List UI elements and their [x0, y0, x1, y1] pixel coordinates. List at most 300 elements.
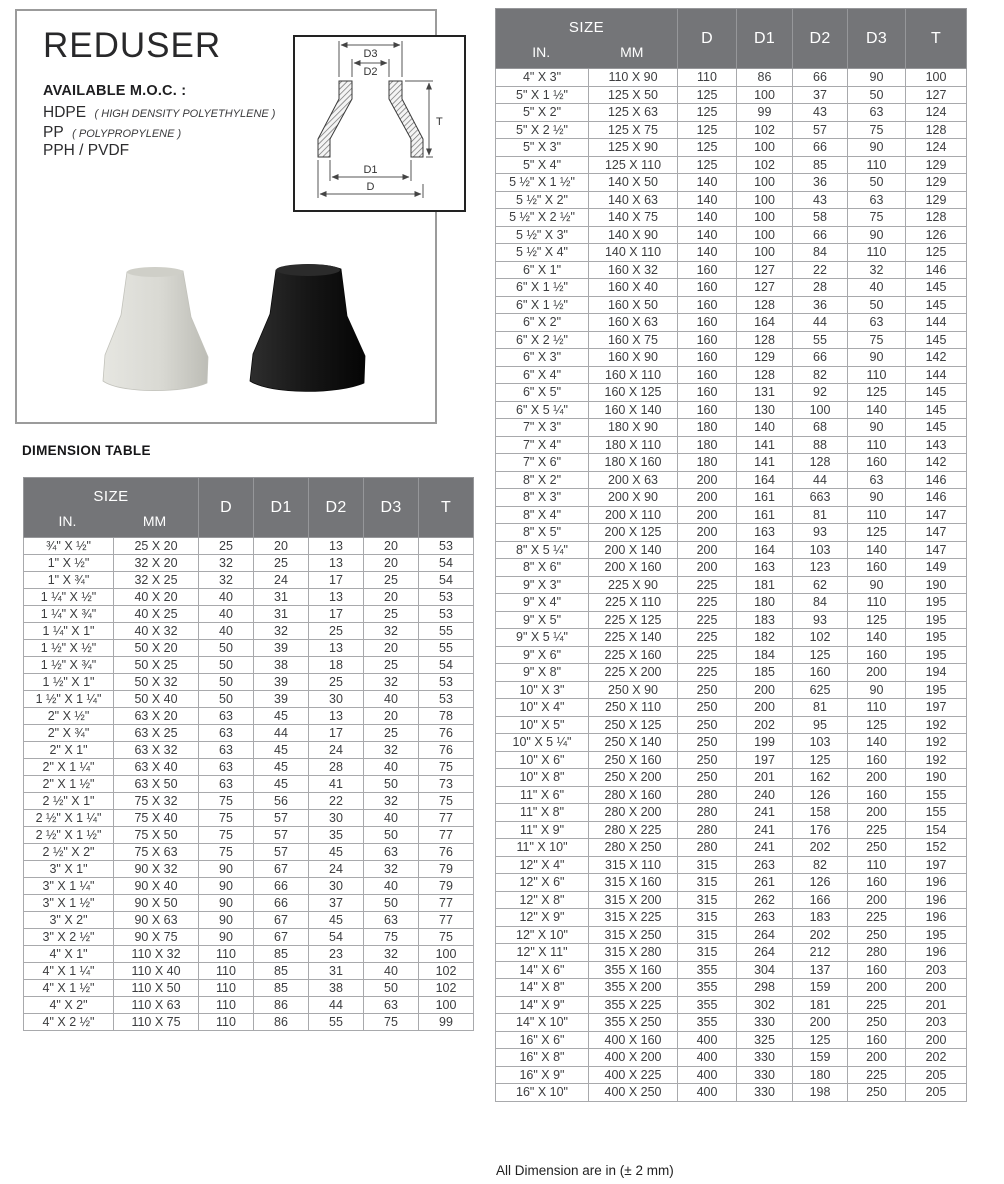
table-cell: 2" X 1 ¼": [24, 759, 114, 776]
table-cell: 12" X 6": [496, 874, 589, 892]
table-row: [24, 963, 474, 980]
table-row: [24, 861, 474, 878]
table-row: [496, 1084, 967, 1102]
table-cell: 110 X 32: [114, 946, 199, 963]
table-cell: 100: [737, 191, 793, 209]
table-cell: 110: [848, 699, 906, 717]
table-cell: 99: [737, 104, 793, 122]
table-cell: 75: [419, 793, 474, 810]
table-cell: 90: [848, 576, 906, 594]
table-cell: 63: [199, 759, 254, 776]
table-cell: 110: [199, 1014, 254, 1031]
table-cell: 110: [848, 366, 906, 384]
table-cell: 124: [906, 139, 967, 157]
table-row: [496, 436, 967, 454]
table-cell: 8" X 6": [496, 559, 589, 577]
table-cell: 154: [906, 821, 967, 839]
table-cell: 84: [793, 594, 848, 612]
table-cell: 315: [678, 909, 737, 927]
table-cell: 8" X 2": [496, 471, 589, 489]
table-cell: 66: [793, 139, 848, 157]
table-cell: 37: [309, 895, 364, 912]
table-cell: 330: [737, 1049, 793, 1067]
moc-item: [43, 104, 275, 122]
table-cell: 22: [309, 793, 364, 810]
table-cell: 155: [906, 786, 967, 804]
table-cell: 50: [364, 980, 419, 997]
table-cell: 44: [254, 725, 309, 742]
table-cell: 195: [906, 681, 967, 699]
table-cell: 20: [364, 589, 419, 606]
table-cell: 355: [678, 1014, 737, 1032]
table-cell: 225 X 140: [589, 629, 678, 647]
table-cell: 200: [678, 506, 737, 524]
table-cell: 280: [678, 786, 737, 804]
table-cell: 32: [364, 623, 419, 640]
table-cell: 225: [678, 629, 737, 647]
table-cell: 160 X 75: [589, 331, 678, 349]
table-row: [496, 86, 967, 104]
table-cell: 315 X 110: [589, 856, 678, 874]
table-row: [496, 1014, 967, 1032]
moc-item-desc: ( POLYPROPYLENE ): [72, 128, 182, 140]
table-cell: 663: [793, 489, 848, 507]
table-cell: 12" X 4": [496, 856, 589, 874]
table-cell: 160 X 32: [589, 261, 678, 279]
table-cell: 3" X 2": [24, 912, 114, 929]
table-cell: 200 X 140: [589, 541, 678, 559]
table-cell: 160: [678, 279, 737, 297]
table-cell: 11" X 6": [496, 786, 589, 804]
table-cell: 123: [793, 559, 848, 577]
table-cell: 75: [848, 331, 906, 349]
table-cell: 125: [793, 646, 848, 664]
table-cell: 202: [793, 926, 848, 944]
table-cell: 86: [737, 69, 793, 87]
table-cell: 100: [737, 86, 793, 104]
table-cell: 110: [848, 244, 906, 262]
table-cell: 126: [906, 226, 967, 244]
table-cell: 44: [793, 314, 848, 332]
table-cell: 128: [906, 209, 967, 227]
table-cell: 39: [254, 640, 309, 657]
table-cell: 250: [678, 734, 737, 752]
column-header-d2: D2: [793, 9, 848, 69]
table-cell: 77: [419, 895, 474, 912]
table-cell: 160: [793, 664, 848, 682]
table-cell: 197: [906, 699, 967, 717]
table-row: [496, 699, 967, 717]
table-cell: 50: [364, 827, 419, 844]
table-row: [496, 244, 967, 262]
table-cell: 125 X 63: [589, 104, 678, 122]
table-cell: 93: [793, 524, 848, 542]
table-cell: 40 X 20: [114, 589, 199, 606]
table-cell: 125 X 110: [589, 156, 678, 174]
table-cell: 12" X 10": [496, 926, 589, 944]
table-cell: 1 ½" X 1": [24, 674, 114, 691]
table-cell: 190: [906, 576, 967, 594]
table-cell: 13: [309, 555, 364, 572]
table-cell: 110 X 75: [114, 1014, 199, 1031]
table-cell: 160: [678, 261, 737, 279]
table-cell: 75: [364, 929, 419, 946]
table-row: [24, 725, 474, 742]
table-cell: 180: [737, 594, 793, 612]
table-cell: 32: [199, 572, 254, 589]
table-cell: 125: [678, 121, 737, 139]
table-cell: 196: [906, 944, 967, 962]
table-cell: 195: [906, 594, 967, 612]
table-cell: 75: [419, 929, 474, 946]
table-cell: 79: [419, 878, 474, 895]
table-cell: 31: [254, 606, 309, 623]
table-cell: 110 X 90: [589, 69, 678, 87]
table-row: [496, 209, 967, 227]
table-cell: 100: [737, 209, 793, 227]
table-cell: 25: [309, 623, 364, 640]
table-cell: 400 X 200: [589, 1049, 678, 1067]
table-row: [496, 821, 967, 839]
table-cell: 11" X 9": [496, 821, 589, 839]
table-cell: 355 X 250: [589, 1014, 678, 1032]
table-row: [24, 827, 474, 844]
table-cell: 75 X 40: [114, 810, 199, 827]
table-cell: 38: [309, 980, 364, 997]
table-cell: 400 X 225: [589, 1066, 678, 1084]
table-cell: 10" X 5": [496, 716, 589, 734]
table-cell: 280: [848, 944, 906, 962]
table-cell: 330: [737, 1066, 793, 1084]
moc-item-name: PPH / PVDF: [43, 142, 130, 159]
dimension-label-t: T: [436, 116, 443, 128]
column-header-mm: MM: [142, 513, 167, 529]
table-cell: 40: [364, 810, 419, 827]
table-cell: 110: [848, 506, 906, 524]
table-header-row: [24, 478, 474, 538]
table-cell: 164: [737, 314, 793, 332]
table-cell: 180: [678, 436, 737, 454]
table-row: [496, 226, 967, 244]
table-row: [496, 734, 967, 752]
table-cell: 12" X 11": [496, 944, 589, 962]
table-cell: 20: [364, 708, 419, 725]
table-row: [24, 946, 474, 963]
table-cell: 90 X 40: [114, 878, 199, 895]
table-cell: 66: [793, 69, 848, 87]
table-cell: 1 ½" X ½": [24, 640, 114, 657]
table-cell: 7" X 4": [496, 436, 589, 454]
table-cell: 200: [737, 681, 793, 699]
table-cell: 62: [793, 576, 848, 594]
dimension-label-d1: D1: [363, 164, 378, 176]
table-cell: 126: [793, 874, 848, 892]
table-cell: 90: [199, 929, 254, 946]
table-cell: 182: [737, 629, 793, 647]
table-cell: 315: [678, 891, 737, 909]
table-cell: 13: [309, 640, 364, 657]
table-row: [24, 895, 474, 912]
table-cell: 56: [254, 793, 309, 810]
table-row: [496, 331, 967, 349]
table-cell: 205: [906, 1084, 967, 1102]
table-cell: 5" X 2 ½": [496, 121, 589, 139]
moc-item: [43, 124, 181, 142]
table-cell: 88: [793, 436, 848, 454]
table-cell: 9" X 5 ¼": [496, 629, 589, 647]
table-cell: 9" X 3": [496, 576, 589, 594]
table-cell: 5" X 3": [496, 139, 589, 157]
product-photo-black-reducer: [243, 260, 373, 400]
table-cell: 625: [793, 681, 848, 699]
table-cell: 63: [364, 997, 419, 1014]
table-cell: 63 X 40: [114, 759, 199, 776]
table-cell: 73: [419, 776, 474, 793]
table-cell: 125: [793, 751, 848, 769]
table-cell: 43: [793, 191, 848, 209]
table-row: [496, 769, 967, 787]
table-cell: 160: [848, 751, 906, 769]
table-cell: 192: [906, 716, 967, 734]
table-row: [24, 793, 474, 810]
column-header-d3: D3: [364, 478, 419, 538]
table-cell: 50 X 32: [114, 674, 199, 691]
table-row: [24, 776, 474, 793]
table-cell: 57: [793, 121, 848, 139]
table-cell: 9" X 5": [496, 611, 589, 629]
table-cell: 110: [848, 594, 906, 612]
table-cell: 145: [906, 401, 967, 419]
table-cell: 4" X 1 ½": [24, 980, 114, 997]
table-cell: 400 X 250: [589, 1084, 678, 1102]
table-cell: 53: [419, 538, 474, 555]
table-cell: 66: [254, 895, 309, 912]
table-cell: 124: [906, 104, 967, 122]
table-cell: 3" X 2 ½": [24, 929, 114, 946]
table-cell: 67: [254, 912, 309, 929]
table-cell: 264: [737, 926, 793, 944]
table-cell: 75: [199, 844, 254, 861]
table-cell: 103: [793, 541, 848, 559]
table-cell: 225 X 160: [589, 646, 678, 664]
table-cell: 160 X 140: [589, 401, 678, 419]
table-cell: 166: [793, 891, 848, 909]
column-header-size: [496, 9, 678, 69]
table-cell: 75 X 50: [114, 827, 199, 844]
table-row: [496, 716, 967, 734]
table-cell: 63: [199, 776, 254, 793]
table-cell: 77: [419, 827, 474, 844]
table-cell: 2 ½" X 1 ¼": [24, 810, 114, 827]
table-row: [496, 629, 967, 647]
table-cell: 125 X 90: [589, 139, 678, 157]
table-row: [496, 69, 967, 87]
table-cell: 130: [737, 401, 793, 419]
table-cell: 63: [364, 844, 419, 861]
table-cell: 164: [737, 541, 793, 559]
table-cell: 158: [793, 804, 848, 822]
table-cell: 4" X 2 ½": [24, 1014, 114, 1031]
table-cell: 195: [906, 646, 967, 664]
table-cell: 125: [848, 524, 906, 542]
table-cell: 129: [737, 349, 793, 367]
table-cell: 39: [254, 691, 309, 708]
table-cell: 1 ¼" X ½": [24, 589, 114, 606]
table-cell: 75: [848, 209, 906, 227]
table-cell: 140 X 50: [589, 174, 678, 192]
table-row: [496, 384, 967, 402]
table-cell: 63: [848, 191, 906, 209]
table-cell: 63: [199, 725, 254, 742]
table-cell: 140: [678, 191, 737, 209]
table-cell: 102: [737, 156, 793, 174]
table-cell: 261: [737, 874, 793, 892]
table-cell: 241: [737, 821, 793, 839]
table-cell: 6" X 2 ½": [496, 331, 589, 349]
table-cell: 40 X 32: [114, 623, 199, 640]
column-header-t: T: [419, 478, 474, 538]
table-cell: 63: [199, 708, 254, 725]
table-cell: 192: [906, 751, 967, 769]
table-cell: 32 X 20: [114, 555, 199, 572]
table-row: [496, 996, 967, 1014]
table-cell: 125: [848, 716, 906, 734]
table-cell: 160 X 90: [589, 349, 678, 367]
table-cell: 7" X 3": [496, 419, 589, 437]
table-cell: 41: [309, 776, 364, 793]
table-cell: 82: [793, 366, 848, 384]
table-cell: 250 X 110: [589, 699, 678, 717]
column-header-d1: D1: [254, 478, 309, 538]
table-cell: 250: [678, 681, 737, 699]
table-cell: 163: [737, 524, 793, 542]
table-cell: 90: [199, 895, 254, 912]
table-row: [496, 979, 967, 997]
table-cell: 146: [906, 489, 967, 507]
table-row: [496, 646, 967, 664]
moc-item-name: HDPE: [43, 104, 87, 121]
table-cell: 201: [737, 769, 793, 787]
table-row: [496, 1031, 967, 1049]
table-cell: 110 X 63: [114, 997, 199, 1014]
table-cell: 225: [678, 594, 737, 612]
table-cell: 200: [678, 489, 737, 507]
table-cell: 9" X 6": [496, 646, 589, 664]
table-cell: 102: [737, 121, 793, 139]
table-cell: 180 X 90: [589, 419, 678, 437]
table-cell: 315: [678, 874, 737, 892]
table-cell: 50: [848, 86, 906, 104]
table-row: [24, 623, 474, 640]
table-cell: 100: [419, 946, 474, 963]
column-header-size: [24, 478, 199, 538]
table-cell: 4" X 1 ¼": [24, 963, 114, 980]
table-cell: 45: [254, 776, 309, 793]
table-cell: 198: [793, 1084, 848, 1102]
table-cell: 45: [254, 759, 309, 776]
table-row: [496, 611, 967, 629]
table-row: [24, 878, 474, 895]
table-cell: 200: [678, 541, 737, 559]
reducer-wall-right: [389, 81, 423, 157]
table-cell: 110 X 40: [114, 963, 199, 980]
table-cell: 55: [419, 623, 474, 640]
table-cell: 400: [678, 1066, 737, 1084]
table-cell: 6" X 1 ½": [496, 279, 589, 297]
table-cell: 12" X 8": [496, 891, 589, 909]
table-cell: 9" X 4": [496, 594, 589, 612]
reducer-cross-section-drawing: [295, 37, 463, 209]
table-cell: 6" X 1": [496, 261, 589, 279]
table-cell: 355 X 160: [589, 961, 678, 979]
table-cell: 110: [199, 946, 254, 963]
table-cell: 250: [678, 699, 737, 717]
table-cell: 25: [364, 657, 419, 674]
table-cell: 200: [848, 979, 906, 997]
table-cell: 225 X 125: [589, 611, 678, 629]
table-row: [496, 909, 967, 927]
table-cell: 90: [848, 489, 906, 507]
table-cell: 302: [737, 996, 793, 1014]
table-cell: 160 X 40: [589, 279, 678, 297]
table-cell: 212: [793, 944, 848, 962]
table-row: [496, 314, 967, 332]
table-cell: 180 X 160: [589, 454, 678, 472]
table-cell: 149: [906, 559, 967, 577]
table-cell: 200: [848, 664, 906, 682]
table-cell: 280 X 200: [589, 804, 678, 822]
table-cell: 250 X 160: [589, 751, 678, 769]
table-cell: 8" X 5 ¼": [496, 541, 589, 559]
table-cell: 40: [364, 963, 419, 980]
table-cell: 200: [793, 1014, 848, 1032]
table-cell: 16" X 8": [496, 1049, 589, 1067]
size-header-label: SIZE: [93, 488, 129, 505]
table-cell: 39: [254, 674, 309, 691]
table-row: [496, 454, 967, 472]
table-cell: 181: [793, 996, 848, 1014]
table-cell: 17: [309, 572, 364, 589]
table-cell: 53: [419, 691, 474, 708]
table-cell: 66: [793, 349, 848, 367]
table-cell: 32: [364, 946, 419, 963]
table-cell: 200: [678, 559, 737, 577]
table-cell: 162: [793, 769, 848, 787]
table-cell: 146: [906, 471, 967, 489]
table-cell: 202: [906, 1049, 967, 1067]
product-title: REDUSER: [43, 26, 222, 65]
table-cell: 203: [906, 1014, 967, 1032]
table-cell: 315: [678, 856, 737, 874]
moc-item-name: PP: [43, 124, 64, 141]
table-cell: 25: [199, 538, 254, 555]
table-row: [496, 541, 967, 559]
table-cell: 142: [906, 349, 967, 367]
table-cell: 298: [737, 979, 793, 997]
table-cell: 185: [737, 664, 793, 682]
table-cell: 225: [678, 576, 737, 594]
table-cell: 40: [364, 759, 419, 776]
table-row: [24, 997, 474, 1014]
table-cell: 3" X 1 ¼": [24, 878, 114, 895]
table-cell: 160: [678, 314, 737, 332]
table-cell: 67: [254, 929, 309, 946]
table-cell: 24: [309, 861, 364, 878]
table-cell: 45: [309, 912, 364, 929]
table-cell: 280 X 160: [589, 786, 678, 804]
table-cell: 145: [906, 279, 967, 297]
table-cell: 250: [848, 1084, 906, 1102]
